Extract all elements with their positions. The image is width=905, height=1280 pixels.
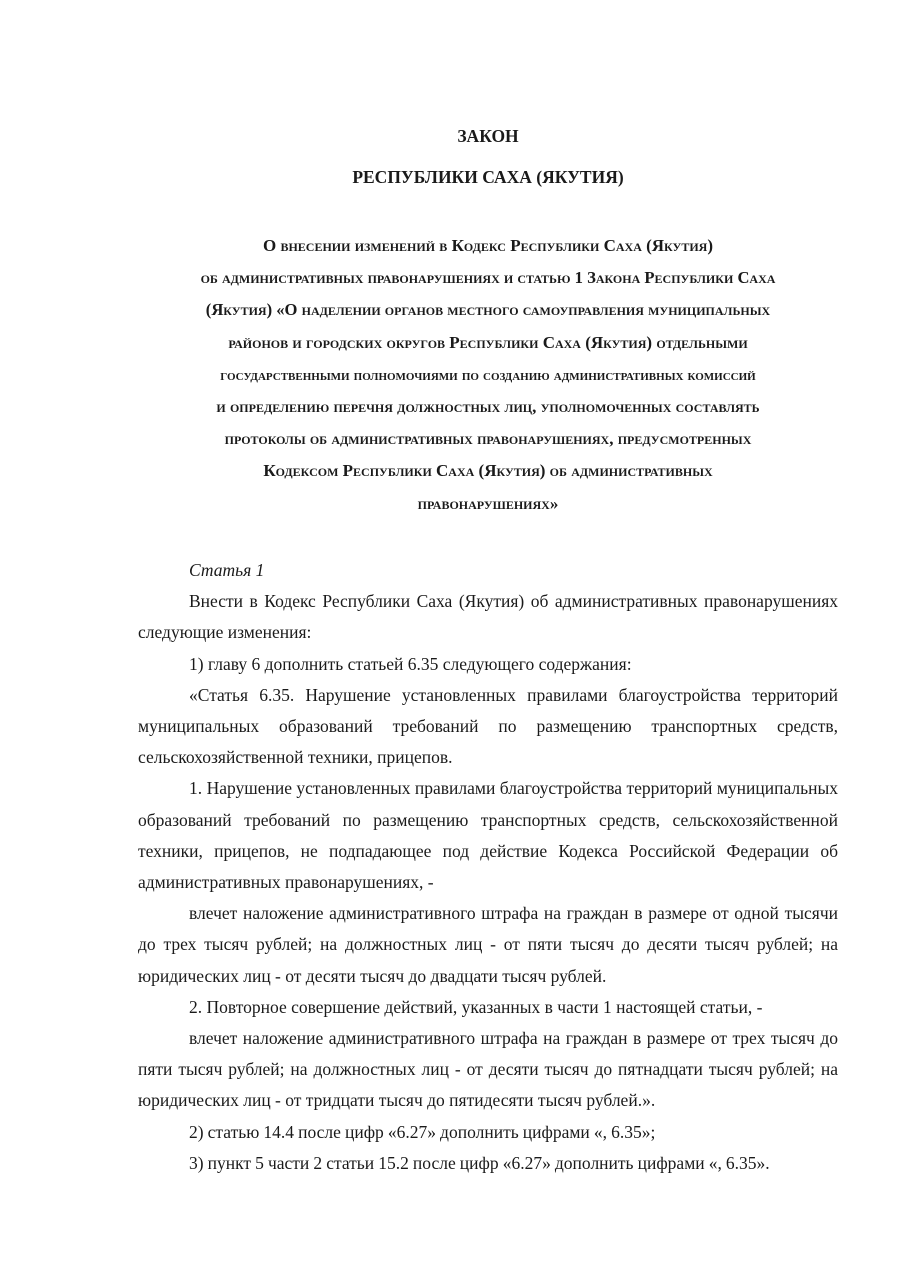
paragraph: Внести в Кодекс Республики Саха (Якутия) об административных правонарушениях следующие изменения:	[138, 591, 838, 643]
article-heading: Статья 1	[189, 560, 265, 580]
subtitle-line: и определению перечня должностных лиц, уполномоченных составлять	[216, 397, 760, 417]
subtitle-line: государственными полномочиями по созданию административных комиссий	[220, 364, 756, 384]
paragraph: 3) пункт 5 части 2 статьи 15.2 после цифр «6.27» дополнить цифрами «, 6.35».	[189, 1152, 770, 1173]
subtitle-line: районов и городских округов Республики Саха (Якутия) отдельными	[228, 332, 748, 352]
paragraph: «Статья 6.35. Нарушение установленных правилами благоустройства территорий муниципальных образований требований по размещению транспортных средств, сельскохозяйственной техники, прицепов.	[138, 684, 838, 768]
law-subtitle	[138, 230, 838, 520]
subtitle-line: правонарушениях»	[417, 493, 559, 513]
paragraph: 1. Нарушение установленных правилами благоустройства территорий муниципальных образований требований по размещению транспортных средств, сельскохозяйственной техники, прицепов, не подпадающее под действие Кодекса Российской Федерации об административных правонарушениях, -	[138, 778, 838, 893]
law-title-republic: РЕСПУБЛИКИ САХА (ЯКУТИЯ)	[352, 167, 624, 187]
law-title: ЗАКОН	[457, 126, 519, 146]
subtitle-line: протоколы об административных правонарушениях, предусмотренных	[224, 429, 752, 449]
paragraph: 2) статью 14.4 после цифр «6.27» дополнить цифрами «, 6.35»;	[189, 1121, 656, 1142]
paragraph: 2. Повторное совершение действий, указанных в части 1 настоящей статьи, -	[189, 996, 763, 1017]
subtitle-line: Кодексом Республики Саха (Якутия) об административных	[263, 461, 713, 481]
subtitle-line: О внесении изменений в Кодекс Республики Саха (Якутия)	[262, 236, 713, 255]
document-body	[138, 555, 838, 1179]
subtitle-line: (Якутия) «О наделении органов местного самоуправления муниципальных	[205, 300, 771, 320]
paragraph: 1) главу 6 дополнить статьей 6.35 следующего содержания:	[189, 653, 632, 674]
paragraph: влечет наложение административного штрафа на граждан в размере от одной тысячи до трех тысяч рублей; на должностных лиц - от пяти тысяч до десяти тысяч рублей; на юридических лиц - от десяти тысяч до двадцати тысяч рублей.	[138, 903, 838, 986]
paragraph: влечет наложение административного штрафа на граждан в размере от трех тысяч до пяти тысяч рублей; на должностных лиц - от десяти тысяч до пятнадцати тысяч рублей; на юридических лиц - от тридцати тысяч до пятидесяти тысяч рублей.».	[138, 1028, 838, 1111]
subtitle-line: об административных правонарушениях и статью 1 Закона Республики Саха	[200, 268, 776, 288]
